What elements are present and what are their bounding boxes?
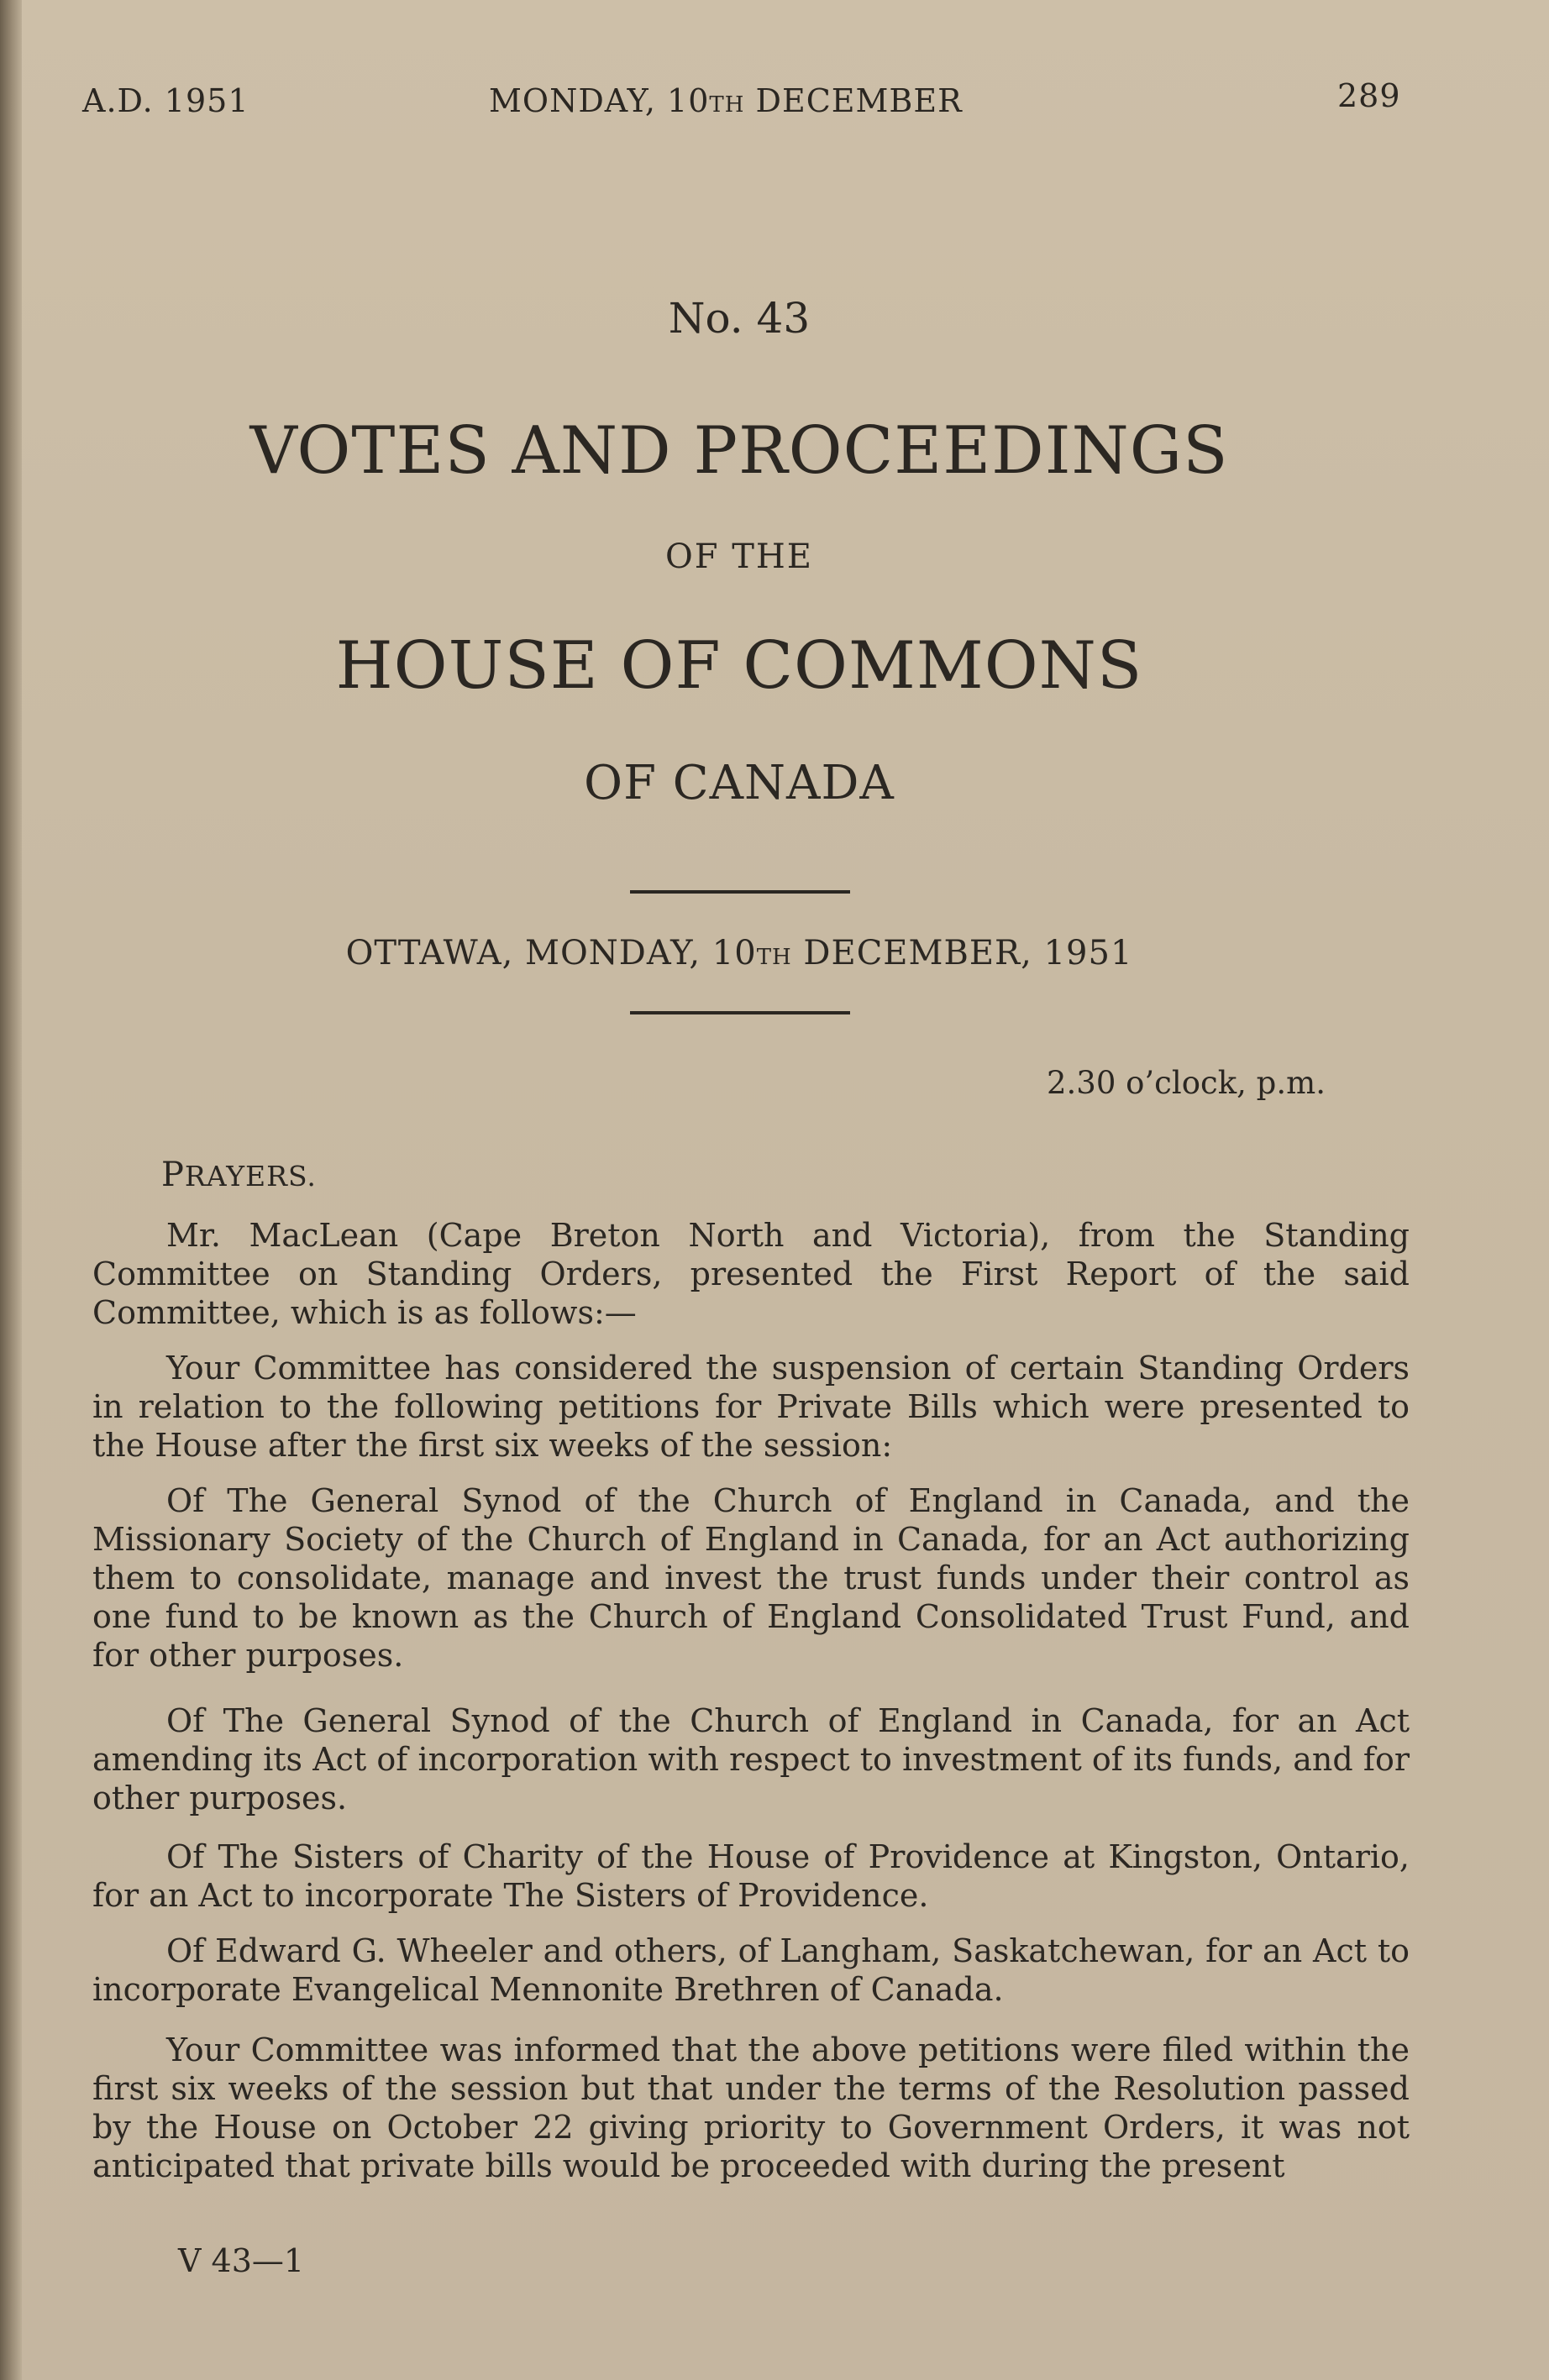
paragraph-report-presented: Mr. MacLean (Cape Breton North and Victoria), from the Standing Committee on Standing Orders, presented the First Report of the said Committee, which is as follows:—: [92, 1217, 1410, 1331]
prayers-heading: [161, 1156, 317, 1194]
paragraph-committee-considered: Your Committee has considered the suspension of certain Standing Orders in relation to the following petitions for Private Bills which were presented to the House after the first six weeks of the session:: [92, 1350, 1410, 1464]
divider-rule: [630, 890, 850, 894]
paragraph-petition-general-synod-incorporation: Of The General Synod of the Church of England in Canada, for an Act amending its Act of incorporation with respect to investment of its funds, and for other purposes.: [92, 1702, 1410, 1816]
divider-rule: [630, 1011, 850, 1014]
page-number: 289: [1337, 77, 1401, 114]
sitting-time: 2.30 o’clock, p.m.: [1047, 1065, 1326, 1101]
signature-mark: V 43—1: [178, 2242, 305, 2279]
dateline-prefix: OTTAWA, MONDAY, 10: [345, 934, 757, 972]
dateline-ordinal: TH: [756, 945, 792, 970]
running-head-date-ordinal: TH: [709, 92, 745, 118]
running-head-date-prefix: MONDAY, 10: [489, 82, 710, 119]
issue-number: No. 43: [668, 294, 811, 343]
paragraph-petition-general-synod-trust: Of The General Synod of the Church of England in Canada, and the Missionary Society of the Church of England in Canada, for an Act authorizing them to consolidate, manage and invest the trust funds under their control as one fund to be known as the Church of England Consolidated Trust Fund, and for other purposes.: [92, 1482, 1410, 1674]
dateline: [0, 934, 1478, 972]
running-head-date: [489, 82, 963, 119]
paragraph-petition-sisters-of-charity: Of The Sisters of Charity of the House of Providence at Kingston, Ontario, for an Act to incorporate The Sisters of Providence.: [92, 1838, 1410, 1914]
title-votes-and-proceedings: VOTES AND PROCEEDINGS: [249, 413, 1229, 489]
title-of-canada: OF CANADA: [584, 756, 895, 810]
running-head-year: A.D. 1951: [82, 82, 249, 119]
paragraph-petition-edward-wheeler: Of Edward G. Wheeler and others, of Langham, Saskatchewan, for an Act to incorporate Evangelical Mennonite Brethren of Canada.: [92, 1932, 1410, 2008]
paragraph-committee-informed: Your Committee was informed that the above petitions were filed within the first six weeks of the session but that under the terms of the Resolution passed by the House on October 22 giving priority to Government Orders, it was not anticipated that private bills would be proceeded with during the present: [92, 2031, 1410, 2184]
title-house-of-commons: HOUSE OF COMMONS: [335, 628, 1143, 704]
prayers-rest: RAYERS.: [184, 1160, 317, 1193]
title-of-the: OF THE: [664, 537, 814, 576]
dateline-rest: DECEMBER, 1951: [791, 934, 1133, 972]
prayers-initial: P: [161, 1156, 185, 1194]
book-spine-edge: [0, 0, 22, 2380]
running-head-date-rest: DECEMBER: [744, 82, 963, 119]
